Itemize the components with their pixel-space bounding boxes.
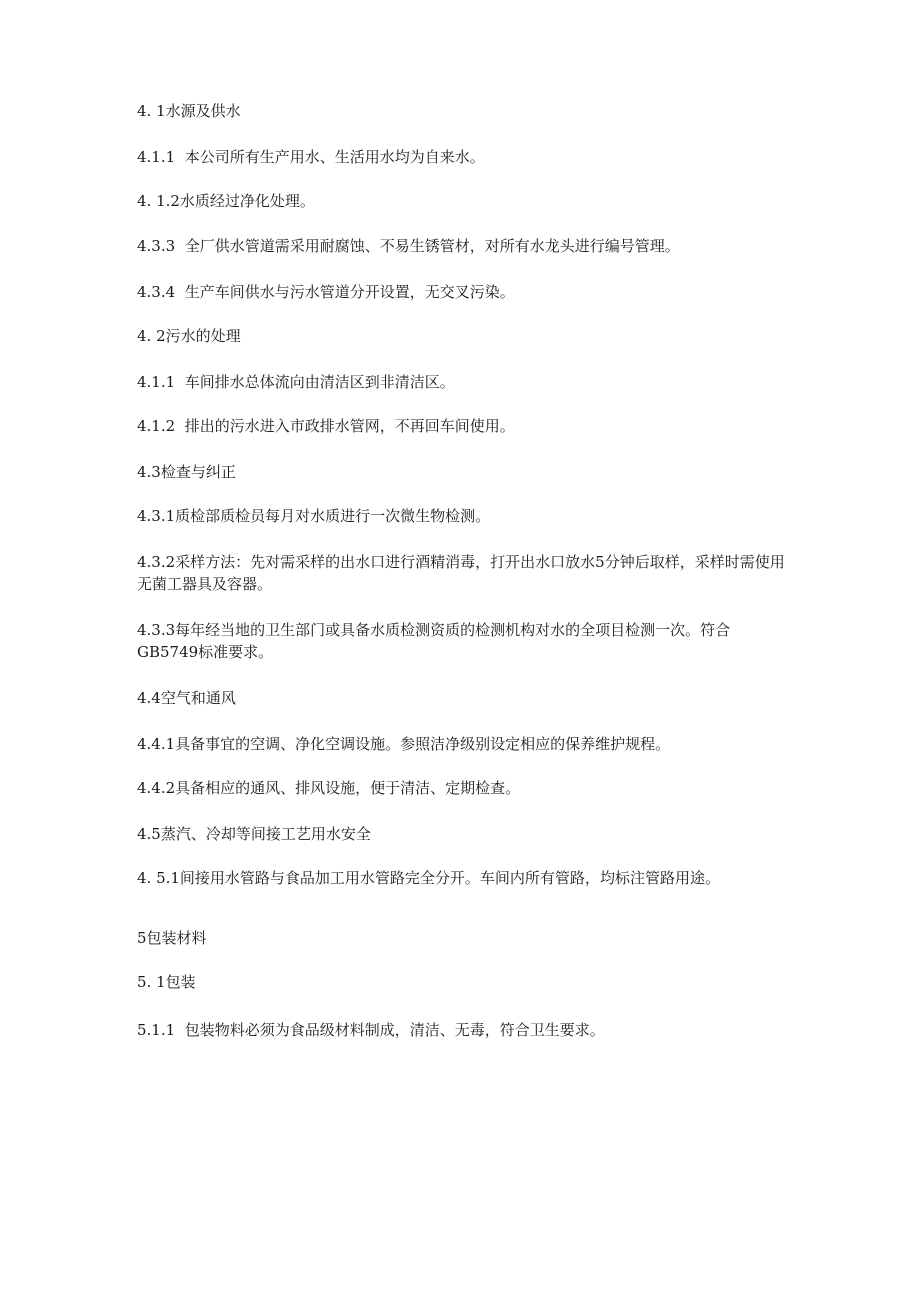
heading-4-3-inspection: 4.3检查与纠正 [137, 463, 236, 481]
paragraph-4-1-1-drainage: 4.1.1 车间排水总体流向由清洁区到非清洁区。 [137, 373, 455, 391]
paragraph-4-3-2-sampling: 4.3.2采样方法：先对需采样的出水口进行酒精消毒，打开出水口放水5分钟后取样，采样时需使用无菌工器具及容器。 [137, 553, 785, 593]
heading-5-packaging-materials: 5包装材料 [137, 929, 207, 947]
paragraph-4-3-3-pipes: 4.3.3 全厂供水管道需采用耐腐蚀、不易生锈管材，对所有水龙头进行编号管理。 [137, 237, 680, 255]
heading-5-1-packaging: 5. 1包装 [137, 973, 196, 991]
paragraph-4-1-2: 4. 1.2水质经过净化处理。 [137, 192, 315, 210]
paragraph-4-4-2: 4.4.2具备相应的通风、排风设施，便于清洁、定期检查。 [137, 779, 521, 797]
paragraph-5-1-1: 5.1.1 包装物料必须为食品级材料制成，清洁、无毒，符合卫生要求。 [137, 1021, 605, 1039]
heading-4-1-water-source: 4. 1水源及供水 [137, 102, 241, 120]
paragraph-4-3-4: 4.3.4 生产车间供水与污水管道分开设置，无交叉污染。 [137, 283, 515, 301]
paragraph-4-3-1: 4.3.1质检部质检员每月对水质进行一次微生物检测。 [137, 507, 491, 525]
paragraph-4-5-1: 4. 5.1间接用水管路与食品加工用水管路完全分开。车间内所有管路，均标注管路用途。 [137, 869, 720, 887]
heading-4-5-steam-cooling: 4.5蒸汽、冷却等间接工艺用水安全 [137, 825, 371, 843]
paragraph-4-1-1: 4.1.1 本公司所有生产用水、生活用水均为自来水。 [137, 148, 485, 166]
paragraph-4-1-2-discharge: 4.1.2 排出的污水进入市政排水管网，不再回车间使用。 [137, 417, 515, 435]
paragraph-4-4-1: 4.4.1具备事宜的空调、净化空调设施。参照洁净级别设定相应的保养维护规程。 [137, 735, 671, 753]
heading-4-2-sewage: 4. 2污水的处理 [137, 327, 241, 345]
heading-4-4-air-ventilation: 4.4空气和通风 [137, 689, 236, 707]
paragraph-4-3-3-annual-test: 4.3.3每年经当地的卫生部门或具备水质检测资质的检测机构对水的全项目检测一次。符合GB5749标准要求。 [137, 621, 731, 661]
